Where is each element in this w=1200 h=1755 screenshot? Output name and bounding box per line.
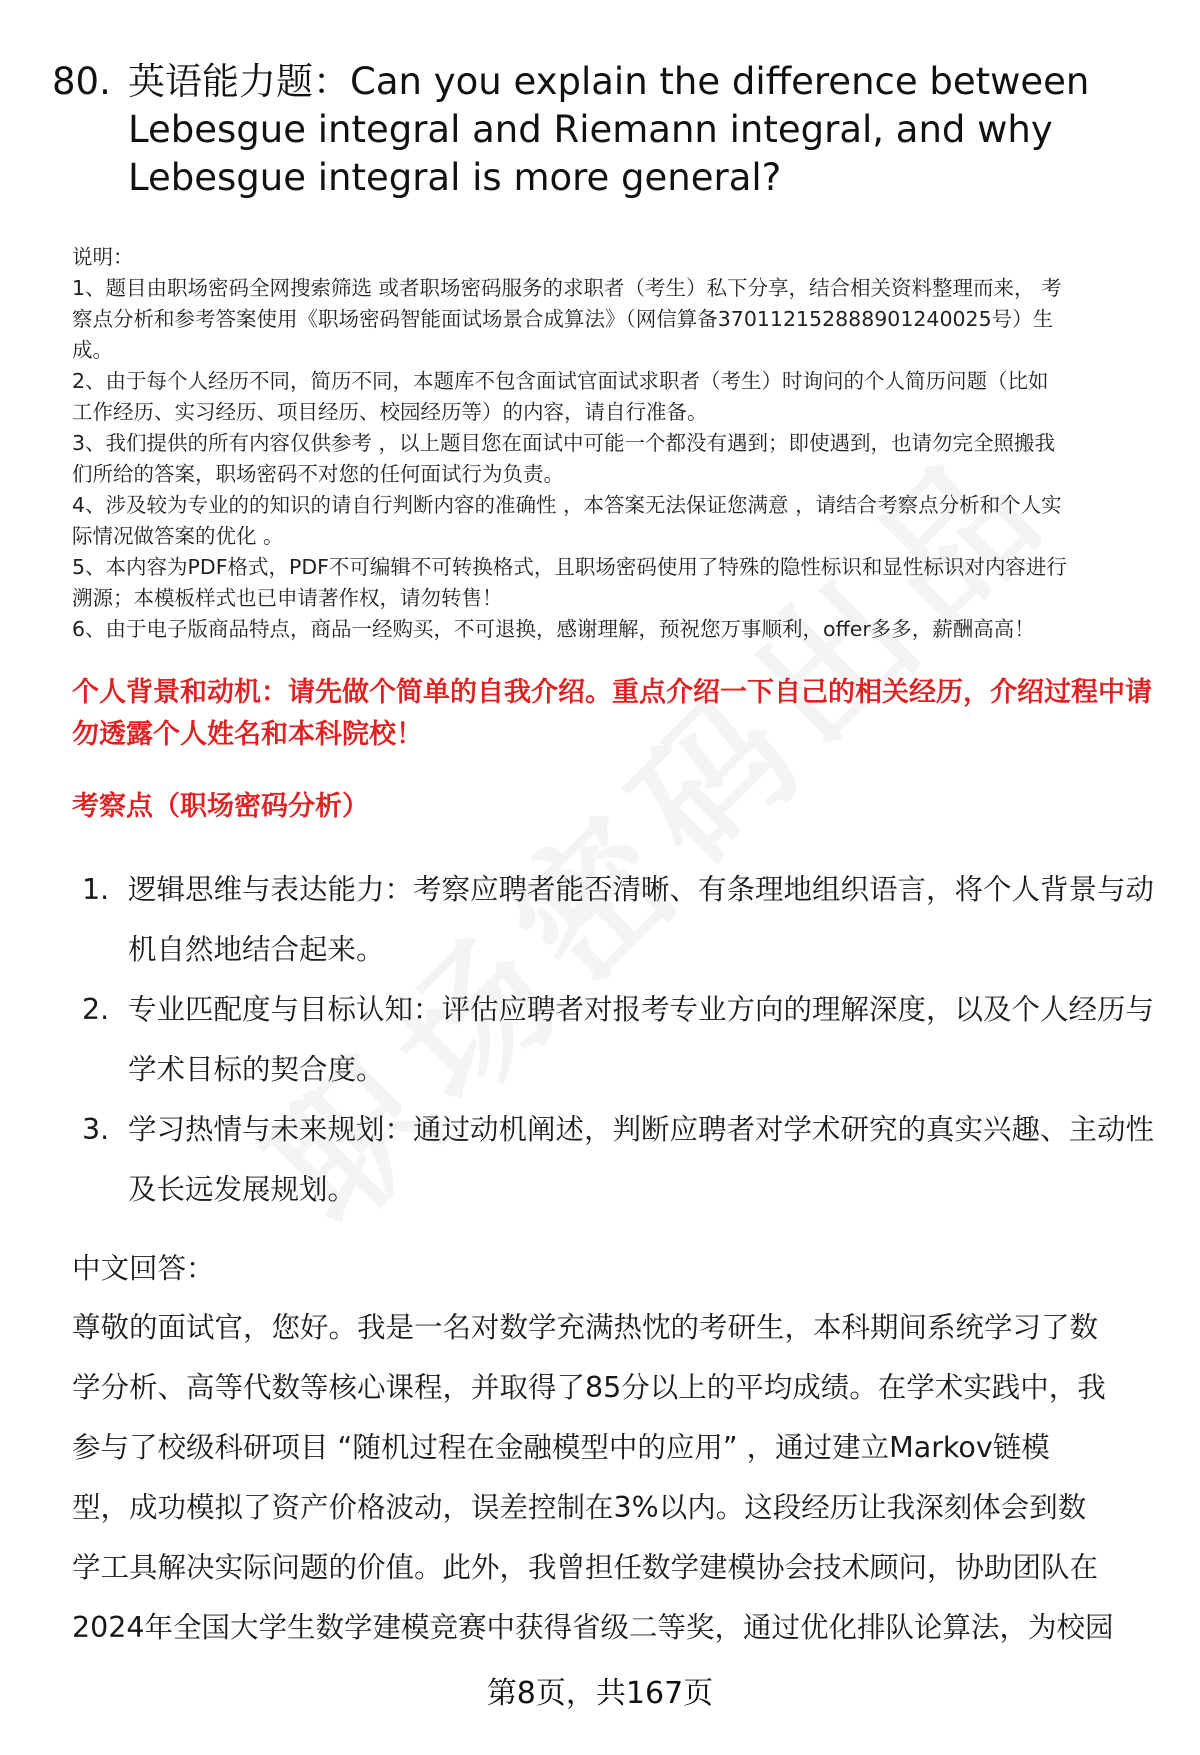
answer-line: 学工具解决实际问题的价值。此外，我曾担任数学建模协会技术顾问，协助团队在 [72,1551,1099,1584]
note-line: 溯源；本模板样式也已申请著作权，请勿转售！ [72,586,503,610]
disclaimer-notes [72,242,1158,645]
note-line: 2、由于每个人经历不同，简历不同，本题库不包含面试官面试求职者（考生）时询问的个人简历问题（比如 [72,369,1049,393]
list-item-text: 专业匹配度与目标认知：评估应聘者对报考专业方向的理解深度，以及个人经历与学术目标的契合度。 [128,993,1155,1086]
note-line: 说明： [72,245,134,269]
list-item [82,860,1162,980]
list-item-text: 学习热情与未来规划：通过动机阐述，判断应聘者对学术研究的真实兴趣、主动性及长远发展规划。 [128,1113,1155,1206]
exam-point-heading: 考察点（职场密码分析） [72,791,369,822]
answer-line: 尊敬的面试官，您好。我是一名对数学充满热忱的考研生，本科期间系统学习了数 [72,1311,1099,1344]
chinese-answer-label: 中文回答： [72,1252,215,1285]
note-line: 5、本内容为PDF格式，PDF不可编辑不可转换格式，且职场密码使用了特殊的隐性标识和显性标识对内容进行 [72,555,1067,579]
list-item-number: 1. [82,873,110,906]
chinese-answer-body [72,1298,1162,1658]
intro-question: 个人背景和动机：请先做个简单的自我介绍。重点介绍一下自己的相关经历，介绍过程中请勿透露个人姓名和本科院校！ [72,677,1152,750]
note-line: 1、题目由职场密码全网搜索筛选 或者职场密码服务的求职者（考生）私下分享，结合相关资料整理而来， 考 [72,276,1062,300]
list-item-number: 2. [82,993,110,1026]
list-item [82,1100,1162,1220]
answer-line: 2024年全国大学生数学建模竞赛中获得省级二等奖，通过优化排队论算法，为校园 [72,1611,1114,1644]
note-line: 际情况做答案的优化 。 [72,524,284,548]
note-line: 4、涉及较为专业的的知识的请自行判断内容的准确性 ，本答案无法保证您满意 ，请结合考察点分析和个人实 [72,493,1062,517]
answer-line: 型，成功模拟了资产价格波动，误差控制在3%以内。这段经历让我深刻体会到数 [72,1491,1087,1524]
list-item-text: 逻辑思维与表达能力：考察应聘者能否清晰、有条理地组织语言，将个人背景与动机自然地结合起来。 [128,873,1155,966]
question-number: 80. [52,60,111,103]
note-line: 们所给的答案，职场密码不对您的任何面试行为负责。 [72,462,564,486]
note-line: 察点分析和参考答案使用《职场密码智能面试场景合成算法》（网信算备370112152888901240025号）生 [72,307,1054,331]
question-text: 英语能力题：Can you explain the difference between Lebesgue integral and Riemann integral, and why Lebesgue integral is more general? [128,60,1090,199]
list-item [82,980,1162,1100]
note-line: 工作经历、实习经历、项目经历、校园经历等）的内容，请自行准备。 [72,400,708,424]
answer-line: 参与了校级科研项目 “随机过程在金融模型中的应用” ，通过建立Markov链模 [72,1431,1050,1464]
note-line: 3、我们提供的所有内容仅供参考 ，以上题目您在面试中可能一个都没有遇到；即使遇到，也请勿完全照搬我 [72,431,1056,455]
exam-points-list [82,860,1162,1220]
answer-line: 学分析、高等代数等核心课程，并取得了85分以上的平均成绩。在学术实践中，我 [72,1371,1106,1404]
note-line: 6、由于电子版商品特点，商品一经购买，不可退换，感谢理解，预祝您万事顺利，offer多多，薪酬高高！ [72,617,1035,641]
list-item-number: 3. [82,1113,110,1146]
page-number-footer: 第8页，共167页 [486,1676,714,1711]
note-line: 成。 [72,338,113,362]
